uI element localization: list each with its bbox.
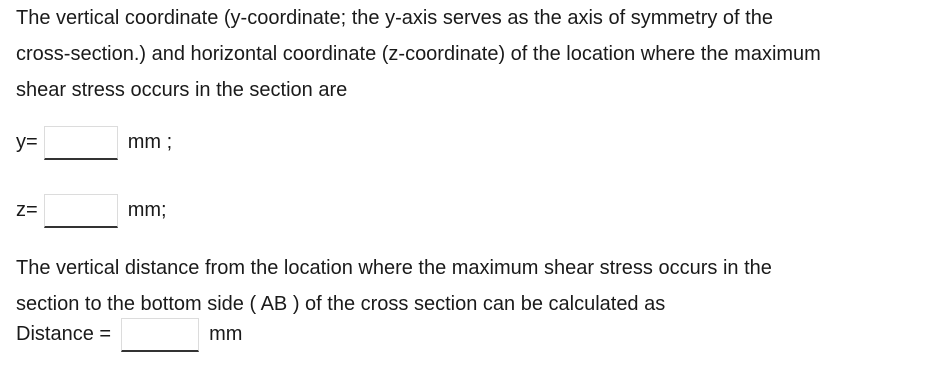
- y-coordinate-input[interactable]: [44, 126, 118, 160]
- intro-line-1: The vertical coordinate (y-coordinate; the y-axis serves as the axis of symmetry of the: [16, 7, 773, 29]
- z-unit: mm;: [127, 199, 167, 221]
- distance-line-2: section to the bottom side ( AB ) of the cross section can be calculated as: [16, 293, 666, 315]
- distance-line-1: The vertical distance from the location where the maximum shear stress occurs in the: [16, 257, 772, 279]
- y-label: y=: [16, 131, 38, 153]
- z-coordinate-row: [16, 190, 167, 230]
- distance-label: Distance =: [16, 323, 112, 345]
- z-label: z=: [16, 199, 38, 221]
- y-unit: mm ;: [127, 131, 173, 153]
- intro-line-2: cross-section.) and horizontal coordinate (z-coordinate) of the location where the maximum: [16, 43, 821, 65]
- distance-input[interactable]: [121, 318, 199, 352]
- y-coordinate-row: [16, 122, 172, 162]
- distance-row: [16, 314, 242, 354]
- z-coordinate-input[interactable]: [44, 194, 118, 228]
- distance-unit: mm: [209, 323, 243, 345]
- question-intro: [16, 0, 821, 108]
- intro-line-3: shear stress occurs in the section are: [16, 79, 348, 101]
- distance-question: [16, 250, 772, 322]
